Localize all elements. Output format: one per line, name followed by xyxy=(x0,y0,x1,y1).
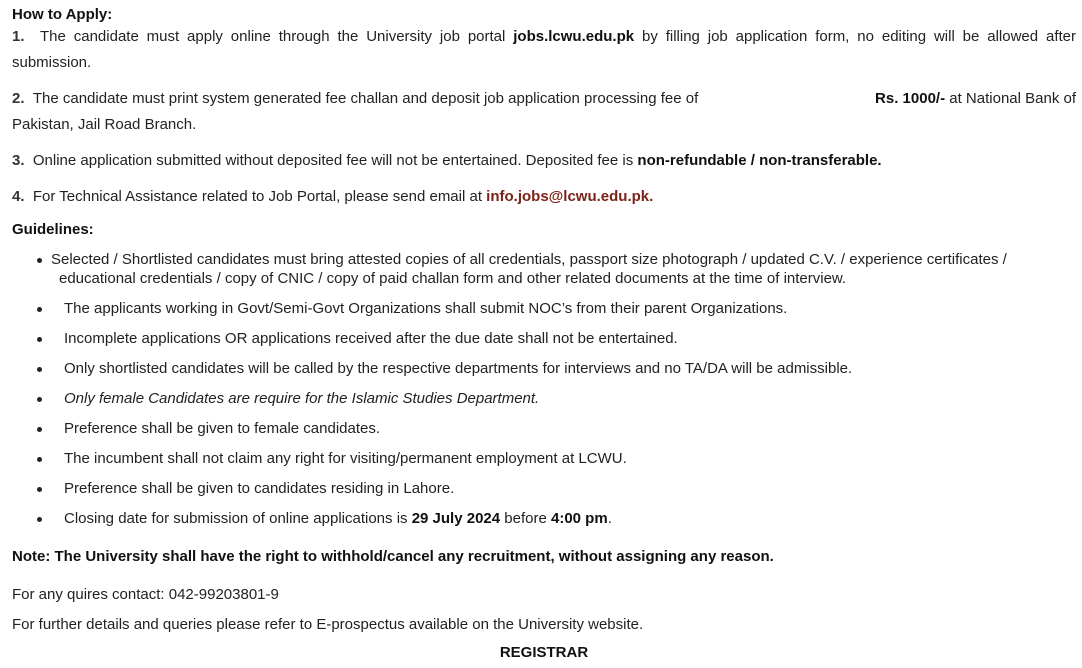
apply-item-3 xyxy=(12,152,882,169)
contact-info: For any quires contact: 042-99203801-9 xyxy=(12,586,279,603)
closing-time: 4:00 pm xyxy=(550,510,608,527)
apply-item-2-number: 2. xyxy=(12,90,25,107)
bullet-icon xyxy=(37,337,42,342)
guideline-item-lahore: Preference shall be given to candidates residing in Lahore. xyxy=(64,480,455,497)
how-to-apply-heading: How to Apply: xyxy=(12,6,113,23)
further-details: For further details and queries please refer to E-prospectus available on the University website. xyxy=(12,616,644,633)
apply-item-1-line2: submission. xyxy=(12,54,92,71)
apply-item-1-text-pre: The candidate must apply online through the University job portal xyxy=(40,28,514,45)
guideline-item-no-claim: The incumbent shall not claim any right for visiting/permanent employment at LCWU. xyxy=(64,450,627,467)
apply-item-3-number: 3. xyxy=(12,152,25,169)
apply-item-2-line1-left xyxy=(12,90,698,107)
bullet-icon xyxy=(37,397,42,402)
bullet-icon xyxy=(37,457,42,462)
bullet-icon xyxy=(37,427,42,432)
apply-item-1-line1 xyxy=(12,28,1076,45)
closing-text-post: . xyxy=(607,510,612,527)
bullet-icon xyxy=(37,258,42,263)
bullet-icon xyxy=(37,487,42,492)
guideline-item-1-line2: educational credentials / copy of CNIC / copy of paid challan form and other related documents at the time of interview. xyxy=(59,270,847,287)
bullet-icon xyxy=(37,367,42,372)
apply-item-2-text-pre: The candidate must print system generated fee challan and deposit job application processing fee of xyxy=(32,90,699,107)
recruitment-note: Note: The University shall have the right to withhold/cancel any recruitment, without assigning any reason. xyxy=(12,548,774,565)
apply-item-4-period: . xyxy=(649,188,654,205)
apply-item-4-text: For Technical Assistance related to Job Portal, please send email at xyxy=(32,188,487,205)
closing-date: 29 July 2024 xyxy=(411,510,501,527)
fee-policy: non-refundable / non-transferable. xyxy=(637,152,882,169)
guideline-item-female-preference: Preference shall be given to female candidates. xyxy=(64,420,381,437)
registrar-signature: REGISTRAR xyxy=(499,644,589,661)
apply-item-1-number: 1. xyxy=(12,28,25,45)
guideline-item-closing-date xyxy=(64,510,612,527)
apply-item-2-line2: Pakistan, Jail Road Branch. xyxy=(12,116,197,133)
apply-item-3-text: Online application submitted without deposited fee will not be entertained. Deposited fee is xyxy=(32,152,638,169)
apply-item-4 xyxy=(12,188,653,205)
apply-item-2-text-post: at National Bank of xyxy=(945,90,1076,107)
closing-text-mid: before xyxy=(500,510,551,527)
bullet-icon xyxy=(37,307,42,312)
guideline-item-female-islamic: Only female Candidates are require for the Islamic Studies Department. xyxy=(64,390,540,407)
apply-item-2-line1-right xyxy=(875,90,1076,107)
application-fee: Rs. 1000/- xyxy=(875,90,946,107)
guideline-item-noc: The applicants working in Govt/Semi-Govt Organizations shall submit NOC’s from their parent Organizations. xyxy=(64,300,788,317)
bullet-icon xyxy=(37,517,42,522)
support-email-link[interactable]: info.jobs@lcwu.edu.pk xyxy=(486,188,650,205)
guidelines-heading: Guidelines: xyxy=(12,221,94,238)
closing-text-pre: Closing date for submission of online applications is xyxy=(64,510,412,527)
guideline-item-incomplete: Incomplete applications OR applications received after the due date shall not be entertained. xyxy=(64,330,678,347)
guideline-item-1-line1: Selected / Shortlisted candidates must bring attested copies of all credentials, passport size photograph / updated C.V. / experience certificates / xyxy=(51,251,1007,268)
job-portal-url[interactable]: jobs.lcwu.edu.pk xyxy=(513,28,635,45)
apply-item-1-text-post: by filling job application form, no editing will be allowed after xyxy=(634,28,1076,45)
apply-item-4-number: 4. xyxy=(12,188,25,205)
guideline-item-shortlisted: Only shortlisted candidates will be called by the respective departments for interviews and no TA/DA will be admissible. xyxy=(64,360,853,377)
